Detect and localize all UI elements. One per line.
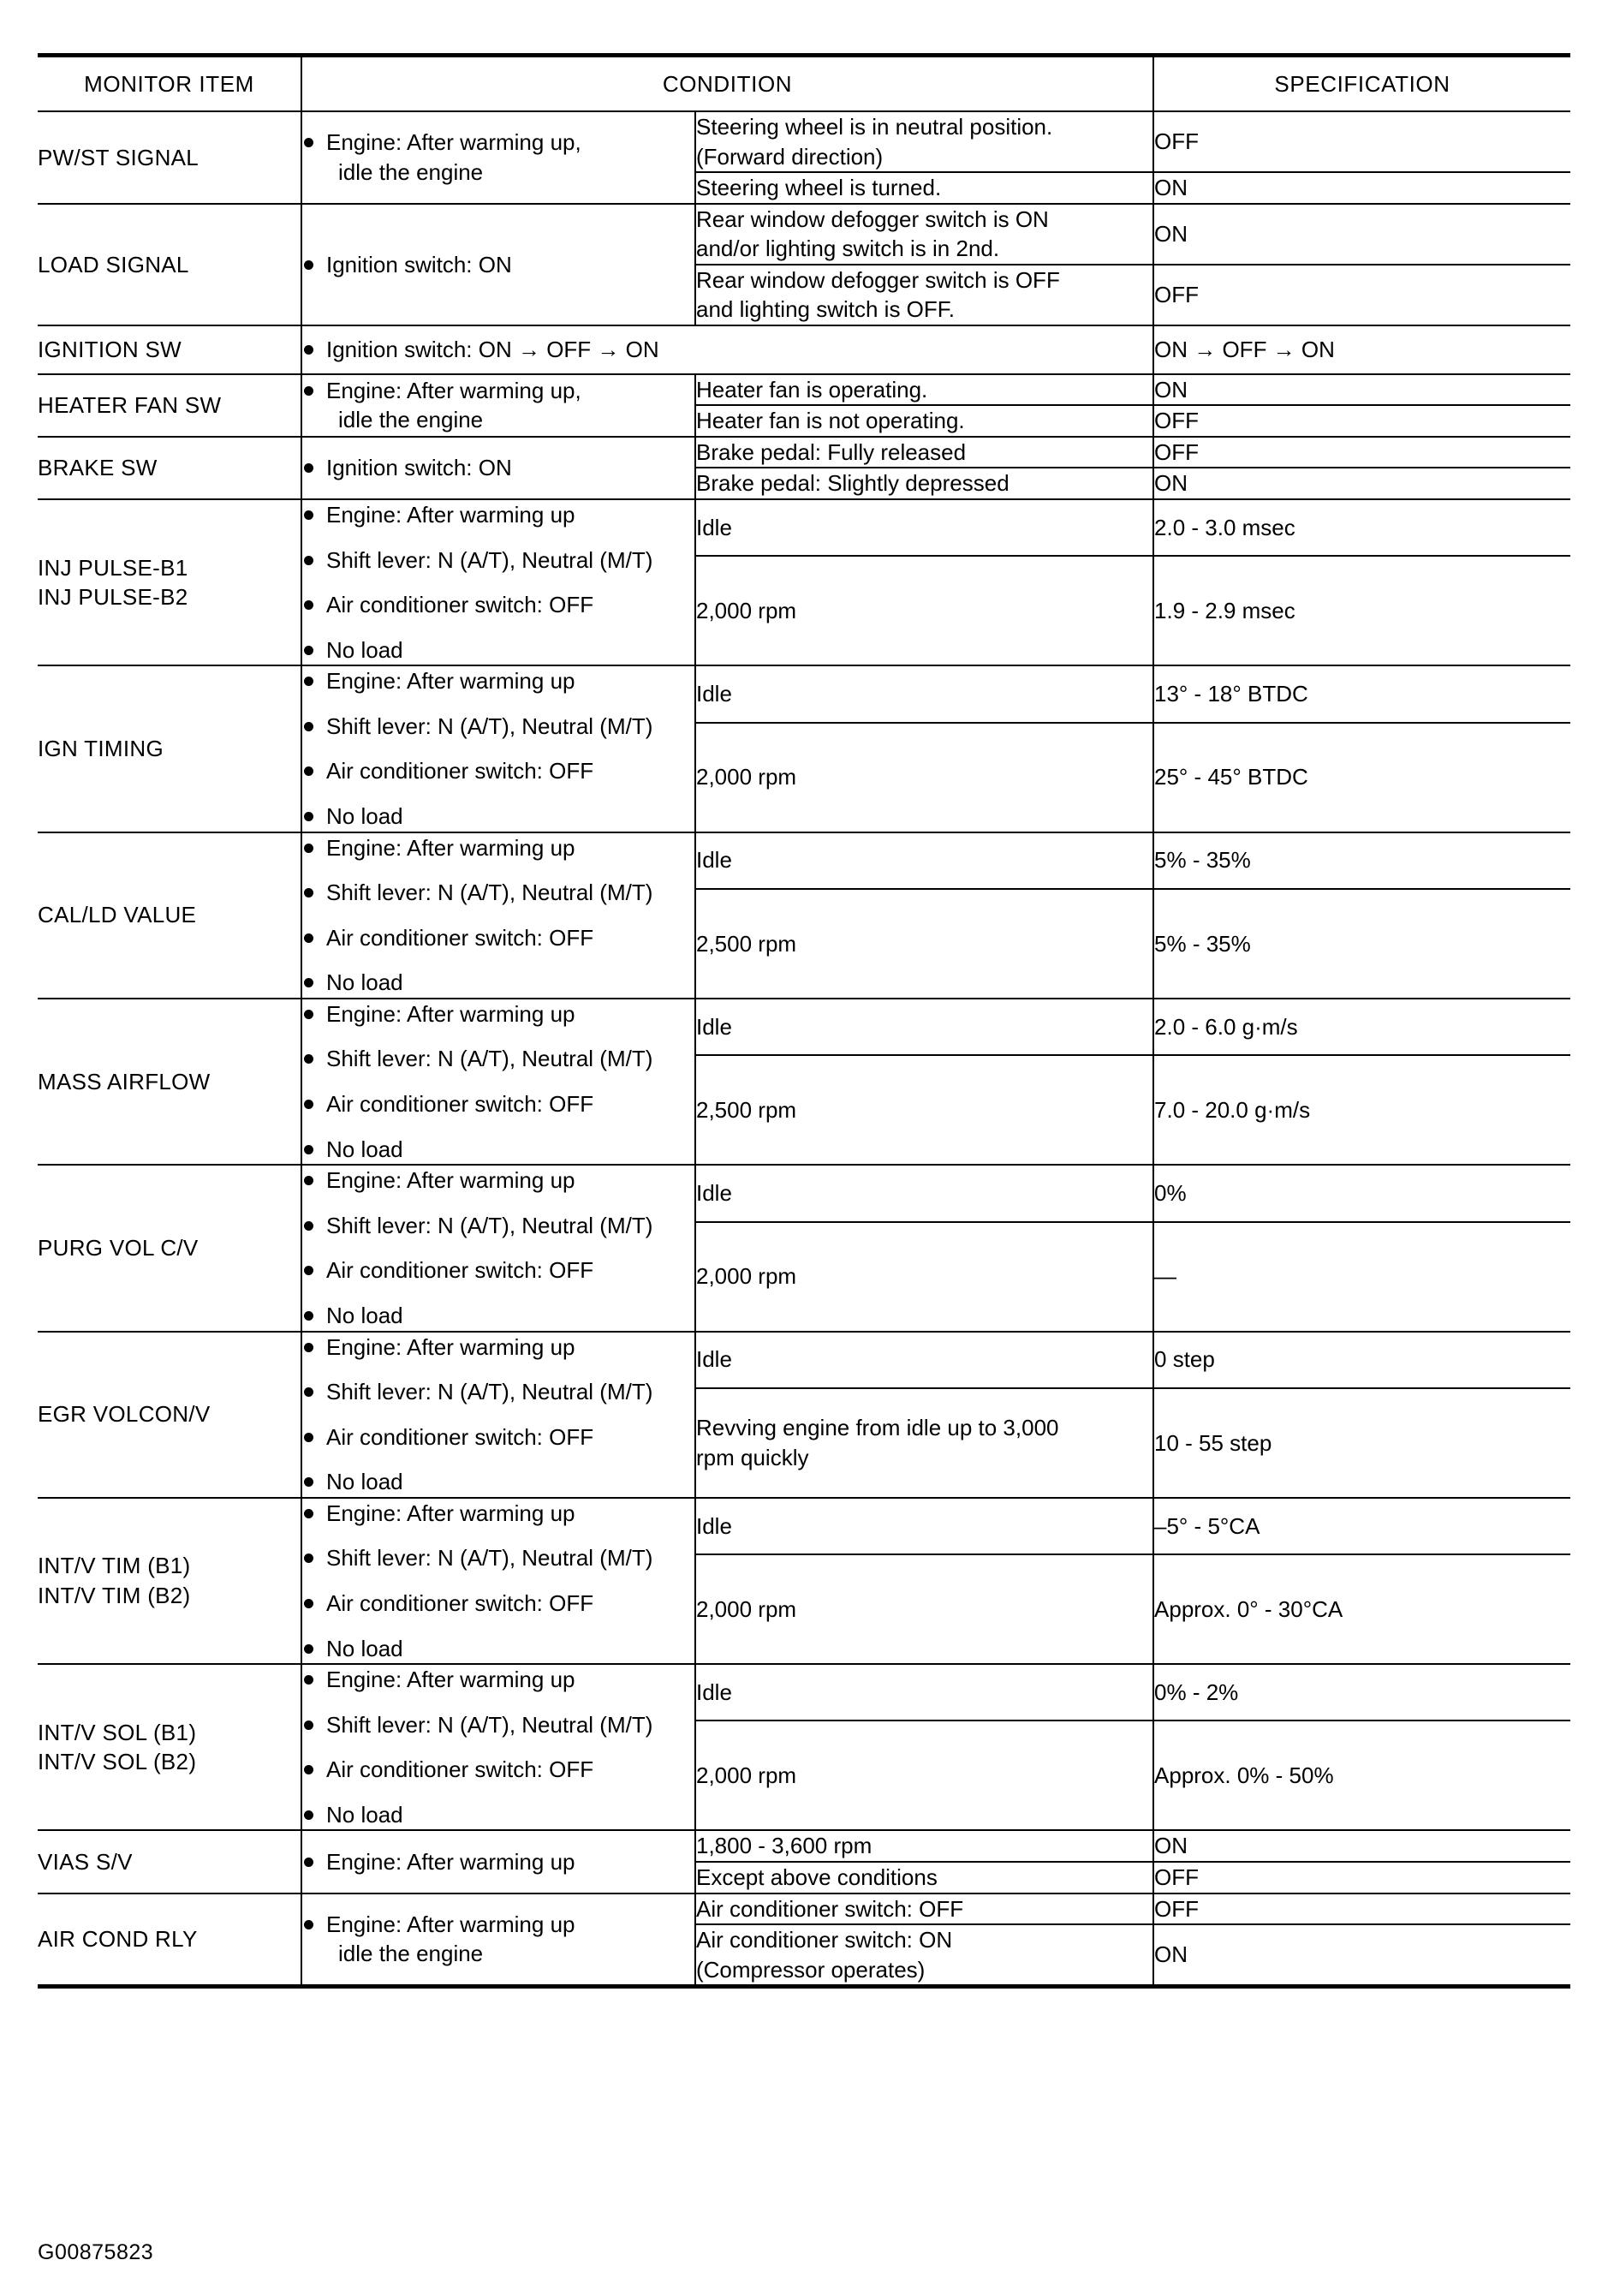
sub-condition-text: Steering wheel is in neutral position. [696,114,1053,140]
condition-text: Engine: After warming up, [326,377,581,403]
specification-cell: ON [1153,468,1570,499]
condition-text: Shift lever: N (A/T), Neutral (M/T) [326,1545,653,1571]
condition-item [302,335,1152,365]
condition-item [302,802,694,832]
monitor-item-label: INJ PULSE-B1 [38,554,188,581]
condition-text: Engine: After warming up [326,1500,575,1526]
condition-item [302,1800,694,1830]
bullet-icon [304,677,313,686]
condition-item [302,1135,694,1165]
sub-condition-cell: Idle [695,1332,1153,1388]
condition-item [302,1910,694,1969]
bullet-icon [304,600,313,610]
sub-condition-text-continued: rpm quickly [696,1444,809,1470]
specification-cell: ON [1153,374,1570,406]
condition-item [302,666,694,696]
monitor-item-label: BRAKE SW [38,455,158,481]
condition-list [302,500,694,665]
condition-text: Engine: After warming up [326,1000,575,1027]
condition-text: Air conditioner switch: OFF [326,924,594,951]
condition-item [302,250,694,280]
condition-text: Engine: After warming up [326,668,575,695]
specification-cell: 25° - 45° BTDC [1153,723,1570,832]
condition-cell [301,374,695,437]
sub-condition-cell [695,204,1153,265]
condition-item [302,878,694,908]
table-row [38,437,1570,468]
condition-text: Shift lever: N (A/T), Neutral (M/T) [326,1379,653,1405]
specification-cell: ON [1153,172,1570,204]
condition-list [302,1665,694,1829]
condition-item [302,453,694,483]
condition-item [302,1634,694,1664]
monitor-item-label: VIAS S/V [38,1848,133,1875]
monitor-item-cell [38,1165,301,1331]
condition-text: Air conditioner switch: OFF [326,1423,594,1450]
condition-text-continued: idle the engine [338,158,484,185]
table-header-row [38,56,1570,112]
bullet-icon [304,463,313,473]
table-body [38,111,1570,1987]
bullet-icon [304,386,313,396]
bullet-icon [304,844,313,853]
condition-text: Engine: After warming up [326,501,575,528]
specification-cell: 1.9 - 2.9 msec [1153,556,1570,665]
monitor-item-label: INT/V TIM (B1) [38,1553,191,1579]
monitor-item-label: PW/ST SIGNAL [38,144,200,170]
monitor-item-label: MASS AIRFLOW [38,1068,211,1094]
bullet-icon [304,1387,313,1397]
condition-item [302,712,694,742]
condition-cell [301,999,695,1165]
condition-text: No load [326,636,403,663]
condition-cell [301,1498,695,1664]
sub-condition-cell: Steering wheel is turned. [695,172,1153,204]
sub-condition-cell: Brake pedal: Fully released [695,437,1153,468]
sub-condition-cell: Air conditioner switch: OFF [695,1893,1153,1925]
specification-cell: OFF [1153,111,1570,172]
condition-text: Engine: After warming up [326,1333,575,1360]
condition-text: Shift lever: N (A/T), Neutral (M/T) [326,713,653,739]
condition-text: Engine: After warming up [326,1167,575,1194]
monitor-item-label: HEATER FAN SW [38,391,222,418]
monitor-item-cell [38,665,301,832]
monitor-item-label-secondary: INJ PULSE-B2 [38,584,188,611]
condition-list [302,1333,694,1497]
bullet-icon [304,766,313,776]
condition-text: Air conditioner switch: OFF [326,592,594,618]
sub-condition-cell: Heater fan is not operating. [695,405,1153,437]
monitor-item-specification-table [38,53,1570,1989]
specification-cell: OFF [1153,1862,1570,1893]
condition-item [302,1301,694,1331]
sub-condition-text: Rear window defogger switch is OFF [696,266,1060,293]
condition-cell [301,1664,695,1830]
sub-condition-cell: 2,500 rpm [695,1055,1153,1165]
condition-text: Shift lever: N (A/T), Neutral (M/T) [326,1711,653,1738]
monitor-item-cell [38,111,301,204]
condition-item [302,1044,694,1074]
condition-list [302,1499,694,1663]
monitor-item-label: INT/V SOL (B1) [38,1719,197,1745]
bullet-icon [304,1599,313,1608]
bullet-icon [304,722,313,731]
sub-condition-cell [695,111,1153,172]
table-row [38,1498,1570,1554]
condition-item [302,1255,694,1285]
monitor-item-label-secondary: INT/V SOL (B2) [38,1749,197,1775]
condition-item [302,500,694,530]
sub-condition-cell: 2,000 rpm [695,556,1153,665]
figure-reference-code: G00875823 [38,2240,154,2264]
column-header-condition: CONDITION [301,56,1153,112]
condition-cell [301,832,695,999]
sub-condition-cell: 1,800 - 3,600 rpm [695,1830,1153,1862]
condition-cell [301,1830,695,1893]
specification-cell: Approx. 0% - 50% [1153,1721,1570,1830]
specification-cell: 10 - 55 step [1153,1388,1570,1498]
monitor-item-label: IGNITION SW [38,337,182,363]
condition-text: Ignition switch: ON [326,455,512,481]
sub-condition-cell: Idle [695,1165,1153,1221]
condition-text: No load [326,1302,403,1328]
condition-text-continued: idle the engine [338,1941,484,1967]
bullet-icon [304,1221,313,1231]
condition-list [302,376,694,435]
monitor-item-cell [38,374,301,437]
bullet-icon [304,1858,313,1867]
bullet-icon [304,1054,313,1064]
condition-text: No load [326,1136,403,1162]
condition-text: Ignition switch: ON → OFF → ON [326,337,659,363]
condition-text: Shift lever: N (A/T), Neutral (M/T) [326,880,653,906]
condition-item [302,999,694,1029]
table-row [38,111,1570,172]
table-row [38,374,1570,406]
bullet-icon [304,812,313,821]
specification-cell: OFF [1153,1893,1570,1925]
condition-item [302,923,694,953]
specification-cell: 2.0 - 6.0 g·m/s [1153,999,1570,1055]
specification-cell: 5% - 35% [1153,889,1570,999]
monitor-item-label: EGR VOLCON/V [38,1401,211,1428]
bullet-icon [304,1433,313,1442]
specification-cell: 5% - 35% [1153,832,1570,889]
monitor-item-cell [38,1664,301,1830]
condition-cell [301,111,695,204]
specification-cell: Approx. 0° - 30°CA [1153,1554,1570,1664]
specification-cell: ON → OFF → ON [1153,325,1570,374]
condition-text: Engine: After warming up, [326,129,581,156]
condition-text: Engine: After warming up [326,1848,575,1875]
table-row [38,665,1570,722]
bullet-icon [304,933,313,943]
sub-condition-cell [695,1924,1153,1987]
sub-condition-cell: Idle [695,832,1153,889]
sub-condition-text: Air conditioner switch: ON [696,1927,953,1953]
sub-condition-text: Rear window defogger switch is ON [696,206,1049,232]
table-row [38,1830,1570,1862]
condition-item [302,1847,694,1877]
condition-text: No load [326,1469,403,1495]
specification-cell: 13° - 18° BTDC [1153,665,1570,722]
sub-condition-cell: Idle [695,999,1153,1055]
condition-cell [301,1893,695,1987]
condition-cell [301,204,695,325]
specification-cell: 2.0 - 3.0 msec [1153,499,1570,556]
condition-item [302,1089,694,1119]
condition-list [302,250,694,280]
sub-condition-cell: 2,000 rpm [695,1222,1153,1332]
condition-text: Air conditioner switch: OFF [326,1589,594,1616]
condition-text: No load [326,802,403,829]
sub-condition-cell: Idle [695,1498,1153,1554]
table-header [38,56,1570,112]
condition-list [302,453,694,483]
condition-text: Air conditioner switch: OFF [326,1257,594,1284]
condition-item [302,1211,694,1241]
sub-condition-text-continued: (Compressor operates) [696,1956,926,1983]
condition-text: Engine: After warming up [326,1667,575,1693]
bullet-icon [304,1100,313,1109]
condition-cell [301,499,695,665]
table-row [38,1165,1570,1221]
sub-condition-text-continued: and lighting switch is OFF. [696,296,956,323]
monitor-item-cell [38,1893,301,1987]
monitor-item-label-secondary: INT/V TIM (B2) [38,1582,191,1608]
bullet-icon [304,1765,313,1774]
bullet-icon [304,1343,313,1352]
bullet-icon [304,1176,313,1185]
condition-text: Air conditioner switch: OFF [326,1091,594,1118]
condition-text: Shift lever: N (A/T), Neutral (M/T) [326,1046,653,1072]
sub-condition-cell: Heater fan is operating. [695,374,1153,406]
specification-cell: ON [1153,1924,1570,1987]
condition-cell [301,437,695,499]
specification-cell: — [1153,1222,1570,1332]
condition-text: Shift lever: N (A/T), Neutral (M/T) [326,546,653,573]
column-header-monitor-item: MONITOR ITEM [38,56,301,112]
bullet-icon [304,1920,313,1929]
condition-item [302,128,694,187]
monitor-item-cell [38,325,301,374]
bullet-icon [304,1810,313,1820]
monitor-item-cell [38,1332,301,1498]
condition-item [302,635,694,665]
monitor-item-cell [38,832,301,999]
condition-item [302,833,694,863]
condition-list [302,833,694,998]
monitor-item-cell [38,437,301,499]
table-row [38,1664,1570,1721]
condition-text-continued: idle the engine [338,407,484,433]
sub-condition-cell [695,1388,1153,1498]
table-row [38,832,1570,889]
monitor-item-cell [38,204,301,325]
specification-cell: 0% [1153,1165,1570,1221]
specification-cell: OFF [1153,405,1570,437]
bullet-icon [304,1145,313,1154]
specification-cell: ON [1153,1830,1570,1862]
table-row [38,1893,1570,1925]
bullet-icon [304,1010,313,1019]
condition-item [302,376,694,435]
condition-item [302,1166,694,1196]
bullet-icon [304,556,313,565]
condition-item [302,1589,694,1619]
condition-cell [301,665,695,832]
condition-text: Engine: After warming up [326,834,575,861]
bullet-icon [304,1721,313,1730]
monitor-item-label: CAL/LD VALUE [38,902,197,928]
condition-item [302,1377,694,1407]
condition-list [302,128,694,187]
bullet-icon [304,1554,313,1563]
bullet-icon [304,888,313,898]
bullet-icon [304,1311,313,1321]
sub-condition-cell: Idle [695,499,1153,556]
condition-list [302,1166,694,1330]
monitor-item-cell [38,1498,301,1664]
table-row [38,204,1570,265]
table-row [38,499,1570,556]
condition-item [302,968,694,998]
table-row [38,325,1570,374]
condition-item [302,1543,694,1573]
condition-item [302,1755,694,1785]
condition-text: Ignition switch: ON [326,251,512,277]
condition-text: No load [326,1635,403,1661]
specification-cell: OFF [1153,437,1570,468]
condition-item [302,1710,694,1740]
condition-list [302,1847,694,1877]
condition-text: Air conditioner switch: OFF [326,758,594,784]
bullet-icon [304,1675,313,1685]
condition-item [302,1333,694,1363]
condition-list [302,666,694,831]
sub-condition-cell: Brake pedal: Slightly depressed [695,468,1153,499]
monitor-item-cell [38,499,301,665]
sub-condition-text: Revving engine from idle up to 3,000 [696,1415,1059,1441]
bullet-icon [304,345,313,355]
specification-cell: 0% - 2% [1153,1664,1570,1721]
column-header-specification: SPECIFICATION [1153,56,1570,112]
sub-condition-cell: Except above conditions [695,1862,1153,1893]
condition-list [302,335,1152,365]
condition-cell [301,1165,695,1331]
bullet-icon [304,646,313,655]
sub-condition-cell: 2,000 rpm [695,1721,1153,1830]
condition-item [302,546,694,575]
bullet-icon [304,1644,313,1654]
sub-condition-cell: Idle [695,665,1153,722]
monitor-item-cell [38,999,301,1165]
monitor-item-cell [38,1830,301,1893]
condition-text: No load [326,969,403,996]
sub-condition-cell: 2,000 rpm [695,723,1153,832]
bullet-icon [304,1509,313,1518]
condition-list [302,1910,694,1969]
condition-item [302,1499,694,1529]
bullet-icon [304,260,313,270]
condition-cell [301,1332,695,1498]
monitor-item-label: IGN TIMING [38,736,164,762]
sub-condition-cell [695,265,1153,325]
sub-condition-cell: Idle [695,1664,1153,1721]
condition-item [302,1665,694,1695]
sub-condition-cell: 2,500 rpm [695,889,1153,999]
monitor-item-label: PURG VOL C/V [38,1235,199,1261]
condition-item [302,1467,694,1497]
bullet-icon [304,978,313,987]
table-row [38,1332,1570,1388]
condition-cell [301,325,1153,374]
condition-item [302,756,694,786]
sub-condition-cell: 2,000 rpm [695,1554,1153,1664]
condition-text: Air conditioner switch: OFF [326,1756,594,1783]
bullet-icon [304,510,313,520]
sub-condition-text-continued: and/or lighting switch is in 2nd. [696,236,1000,262]
specification-cell: –5° - 5°CA [1153,1498,1570,1554]
condition-item [302,1422,694,1452]
specification-cell: ON [1153,204,1570,265]
condition-item [302,590,694,620]
bullet-icon [304,1266,313,1275]
condition-text: Engine: After warming up [326,1911,575,1937]
bullet-icon [304,138,313,147]
condition-text: No load [326,1801,403,1828]
monitor-item-label: AIR COND RLY [38,1926,198,1953]
bullet-icon [304,1477,313,1487]
sub-condition-text-continued: (Forward direction) [696,143,884,170]
specification-cell: 7.0 - 20.0 g·m/s [1153,1055,1570,1165]
condition-list [302,999,694,1164]
condition-text: Shift lever: N (A/T), Neutral (M/T) [326,1212,653,1238]
specification-cell: 0 step [1153,1332,1570,1388]
specification-cell: OFF [1153,265,1570,325]
table-row [38,999,1570,1055]
monitor-item-label: LOAD SIGNAL [38,251,189,277]
